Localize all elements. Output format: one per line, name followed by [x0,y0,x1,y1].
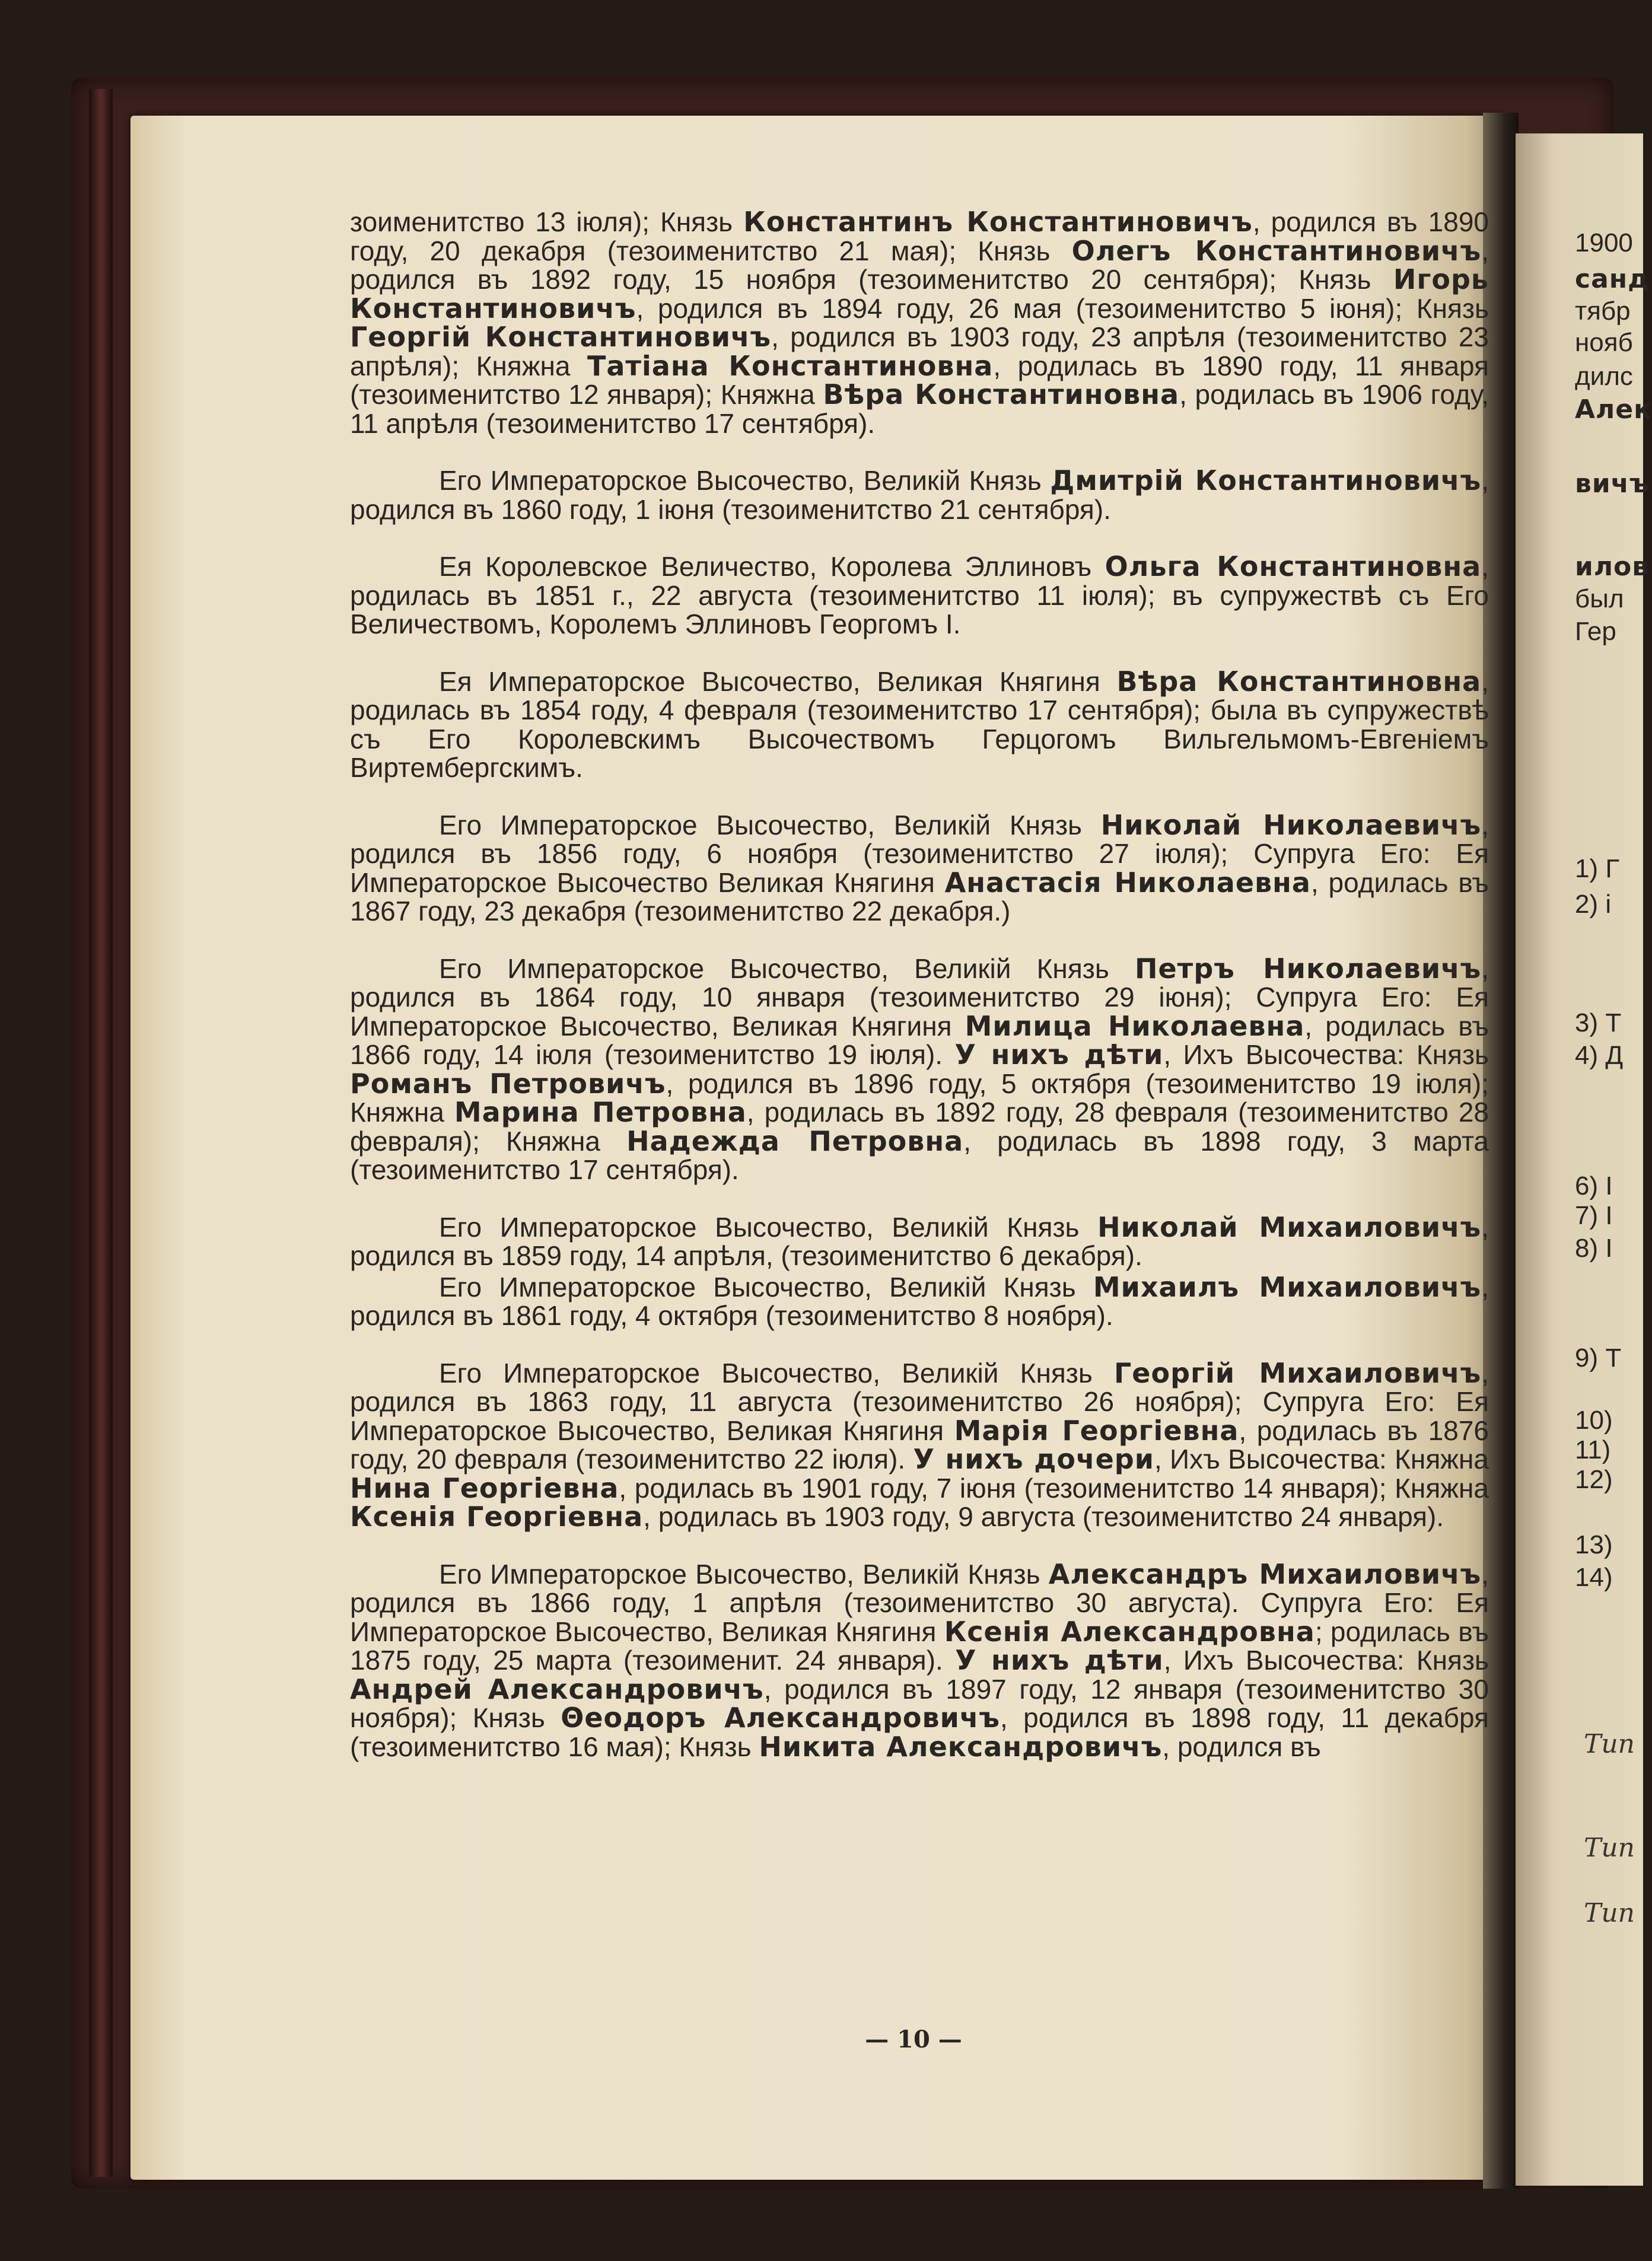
text-run: , родился въ 1897 году, 12 января (тезоименитство 30 ноября); Князь [350,1673,1489,1733]
person-name: Ксенія Георгіевна [350,1501,644,1533]
right-page-fragment: 11) [1575,1435,1611,1464]
text-run: , родился въ 1890 году, 20 декабря (тезоименитство 21 мая); Князь [350,206,1489,266]
text-run: Его Императорское Высочество, Великій Князь [439,1558,1049,1590]
text-run: , родился въ 1896 году, 5 октября (тезоименитство 19 іюля); Княжна [350,1068,1489,1128]
text-run: , родилась въ 1892 году, 28 февраля (тезоименитство 28 февраля); Княжна [350,1097,1489,1157]
text-run: , родилась въ 1876 году, 20 февраля (тезоименитство 22 іюля). [350,1415,1489,1475]
text-run: , родилась въ 1851 г., 22 августа (тезоименитство 11 іюля); въ супружествѣ съ Его Величествомъ, Королемъ Эллиновъ Георгомъ I. [350,551,1489,639]
person-name: Николай Николаевичъ [1100,808,1482,841]
text-run: , родился въ 1863 году, 11 августа (тезоименитство 26 ноября); Супруга Его: Ея Императорское Высочество, Великая Княгиня [350,1357,1489,1446]
paragraph [350,1270,1489,1331]
person-name: Петръ Николаевичъ [1134,952,1482,985]
person-name: Андрей Александровичъ [350,1673,764,1705]
person-name: Олегъ Константиновичъ [1071,234,1482,267]
text-run: , родился въ 1903 году, 23 апрѣля (тезоименитство 23 апрѣля); Княжна [350,321,1489,381]
right-page-fragment: Тип [1584,1729,1635,1759]
right-page-fragment: 1) Г [1575,854,1620,883]
right-page-fragment: дилс [1575,362,1633,391]
text-run: , родился въ 1859 году, 14 апрѣля, (тезоименитство 6 декабря). [350,1211,1489,1271]
text-run: , Ихъ Высочества: Князь [1163,1039,1489,1070]
text-run: Ея Королевское Величество, Королева Эллиновъ [439,551,1105,582]
person-name: Константинъ Константиновичъ [743,206,1253,238]
person-name: Надежда Петровна [626,1125,964,1157]
paragraph [350,208,1489,438]
right-page-fragment: нояб [1575,328,1633,357]
text-run: , родился въ 1856 году, 6 ноября (тезоименитство 27 іюля); Супруга Его: Ея Императорское Высочество Великая Княгиня [350,809,1489,898]
right-page-fragment: 14) [1575,1563,1613,1592]
person-name: Θеодоръ Александровичъ [561,1702,1000,1734]
text-run: , родилась въ 1906 году, 11 апрѣля (тезоименитство 17 сентября). [350,379,1489,439]
right-page-fragment: илов [1575,552,1650,582]
paragraph-spacer [350,1531,1489,1560]
person-name: Никита Александровичъ [759,1730,1163,1763]
person-name: Вѣра Константиновна [1116,665,1482,698]
right-page-fragment: 7) І [1575,1201,1613,1230]
person-name: Марина Петровна [454,1096,747,1128]
person-name: Ксенія Александровна [944,1615,1315,1648]
right-page-fragment: 1900 [1575,228,1633,257]
person-name: Дмитрій Константиновичъ [1050,464,1482,496]
paragraph-spacer [350,926,1489,954]
right-page-fragment: Тип [1584,1833,1635,1863]
text-run: , родился въ 1866 году, 1 апрѣля (тезоименитство 30 августа). Супруга Его: Ея Императорское Высочество, Великая Княгиня [350,1558,1489,1647]
text-run: зоименитство 13 іюля); Князь [350,206,744,237]
text-run: Его Императорское Высочество, Великій Князь [439,465,1051,496]
text-run: Ея Императорское Высочество, Великая Княгиня [439,665,1117,697]
person-name: Вѣра Константиновна [823,378,1180,410]
person-name: Георгій Михаиловичъ [1114,1356,1482,1389]
paragraph [350,552,1489,639]
text-run: Его Императорское Высочество, Великій Князь [439,809,1101,840]
text-run: , родилась въ 1901 году, 7 іюня (тезоименитство 14 января); Княжна [619,1472,1489,1504]
person-name: Анастасія Николаевна [944,866,1311,899]
right-page [1516,133,1652,2186]
person-name: Ольга Константиновна [1104,550,1482,582]
paragraph [350,954,1489,1184]
paragraph [350,1356,1489,1533]
text-run: , родилась въ 1866 году, 14 іюля (тезоименитство 19 іюля). [350,1010,1489,1070]
right-page-fragment: 2) і [1575,890,1612,919]
text-run: , родился въ 1898 году, 11 декабря (тезоименитство 16 мая); Князь [350,1702,1489,1762]
right-page-fragment: 6) І [1575,1171,1613,1200]
paragraph-spacer [350,782,1489,811]
person-name: Нина Георгіевна [350,1472,619,1504]
text-run: , родилась въ 1890 году, 11 января (тезоименитство 12 января); Княжна [350,350,1489,410]
text-run: , родился въ 1864 году, 10 января (тезоименитство 29 іюня); Супруга Его: Ея Императорское Высочество, Великая Княгиня [350,953,1489,1042]
right-page-fragment: 8) І [1575,1234,1613,1263]
person-name: У нихъ дочери [913,1443,1154,1475]
text-run: Его Императорское Высочество, Великій Князь [439,1211,1098,1243]
right-page-fragment: 10) [1575,1406,1613,1435]
right-page-fragment: вичъ [1575,469,1650,499]
text-run: , родилась въ 1867 году, 23 декабря (тезоименитство 22 декабря.) [350,867,1489,926]
paragraph [350,1213,1489,1270]
page-text-body [350,208,1489,1761]
right-page-fragment: 9) Т [1575,1343,1622,1372]
text-run: , родился въ 1892 году, 15 ноября (тезоименитство 20 сентября); Князь [350,235,1489,295]
right-page-fragment: тябр [1575,297,1631,326]
right-page-fragment: Гер [1575,617,1616,646]
right-page-fragment: 13) [1575,1530,1613,1559]
paragraph-spacer [350,1330,1489,1359]
right-page-fragment: Алек [1575,394,1652,425]
paragraph [350,808,1489,926]
paragraph-spacer [350,1184,1489,1213]
text-run: Его Императорское Высочество, Великій Князь [439,1357,1114,1389]
text-run: , родился въ 1860 году, 1 іюня (тезоименитство 21 сентября). [350,465,1489,525]
paragraph-spacer [350,524,1489,552]
person-name: Игорь Константиновичъ [350,263,1489,324]
person-name: Николай Михаиловичъ [1097,1211,1482,1243]
text-run: , родилась въ 1854 году, 4 февраля (тезоименитство 17 сентября); была въ супружествѣ съ Его Королевскимъ Высочествомъ Герцогомъ Вильгельмомъ-Евгеніемъ Виртембергскимъ. [350,665,1489,783]
text-run: , Ихъ Высочества: Княжна [1154,1444,1489,1475]
person-name: Татіана Константиновна [587,349,994,382]
person-name: Милица Николаевна [965,1010,1305,1042]
paragraph [350,1560,1489,1762]
person-name: Марія Георгіевна [954,1414,1239,1447]
person-name: Михаилъ Михаиловичъ [1093,1270,1482,1303]
person-name: Романъ Петровичъ [350,1067,666,1100]
paragraph [350,667,1489,782]
right-page-fragment: 3) Т [1575,1008,1622,1037]
paragraph [350,466,1489,524]
text-run: , родился въ [1162,1731,1321,1762]
text-run: , Ихъ Высочества: Князь [1163,1645,1489,1676]
book-spine-edge [89,89,113,2177]
person-name: Александръ Михаиловичъ [1048,1558,1482,1590]
right-page-fragment: 4) Д [1575,1041,1624,1070]
paragraph-spacer [350,639,1489,667]
text-run: , родилась въ 1898 году, 3 марта (тезоименитство 17 сентября). [350,1125,1489,1185]
page-number: — 10 — [865,2026,962,2053]
text-run: , родилась въ 1903 году, 9 августа (тезоименитство 24 января). [643,1501,1444,1532]
text-run: Его Императорское Высочество, Великій Князь [439,953,1135,984]
text-run: , родился въ 1894 году, 26 мая (тезоименитство 5 іюня); Князь [636,292,1489,324]
text-run: , родился въ 1861 году, 4 октября (тезоименитство 8 ноября). [350,1271,1489,1331]
right-page-fragment: Тип [1584,1898,1635,1928]
right-page-fragment: 12) [1575,1465,1613,1494]
person-name: У нихъ дѣти [955,1644,1164,1676]
right-page-fragment: был [1575,584,1624,613]
person-name: У нихъ дѣти [954,1039,1164,1071]
text-run: Его Императорское Высочество, Великій Князь [439,1271,1093,1303]
text-run: ; родилась въ 1875 году, 25 марта (тезоименит. 24 января). [350,1616,1489,1676]
paragraph-spacer [350,438,1489,466]
right-page-fragment: санд [1575,264,1650,294]
person-name: Георгій Константиновичъ [350,321,772,353]
